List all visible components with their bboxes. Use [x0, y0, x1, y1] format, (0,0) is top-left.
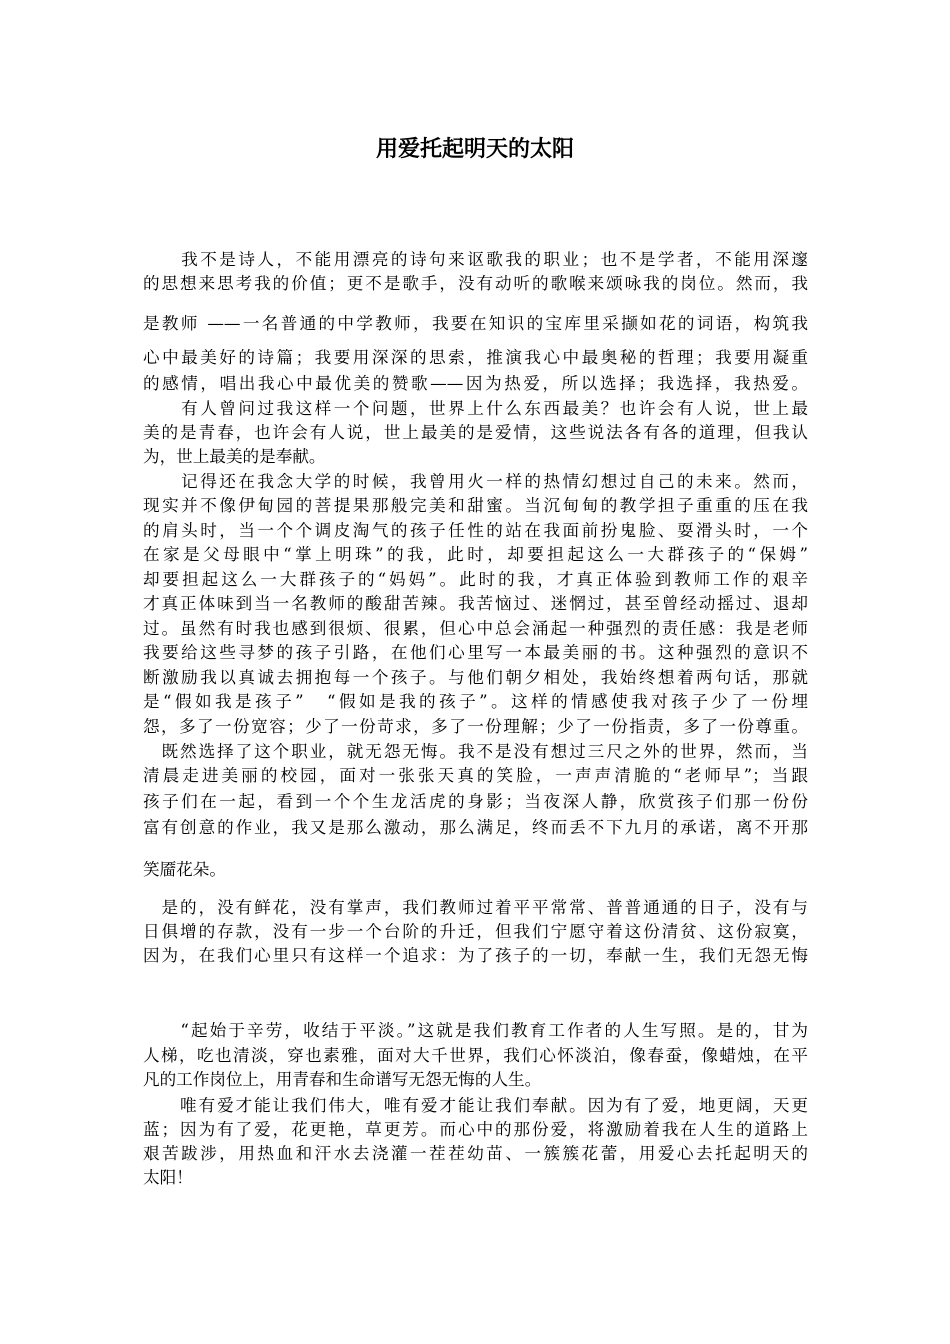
- text-line: 日俱增的存款，没有一步一个台阶的升迁，但我们宁愿守着这份清贫、这份寂寞，: [143, 922, 808, 941]
- text-line: 我要给这些寻梦的孩子引路，在他们心里写一本最美丽的书。这种强烈的意识不: [143, 643, 808, 662]
- text-line: 蓝；因为有了爱，花更艳，草更芳。而心中的那份爱，将激励着我在人生的道路上: [143, 1120, 808, 1139]
- text-line: 断激励我以真诚去拥抱每一个孩子。与他们朝夕相处，我始终想着两句话，那就: [143, 668, 808, 687]
- text-line: 太阳！: [143, 1168, 193, 1187]
- text-line: 却要担起这么一大群孩子的“妈妈”。此时的我，才真正体验到教师工作的艰辛: [143, 570, 808, 589]
- text-line: 记得还在我念大学的时候，我曾用火一样的热情幻想过自己的未来。然而，: [143, 472, 808, 491]
- text-line: 现实并不像伊甸园的菩提果那般完美和甜蜜。当沉甸甸的教学担子重重的压在我: [143, 496, 808, 515]
- text-line: 怨，多了一份宽容；少了一份苛求，多了一份理解；少了一份指责，多了一份尊重。: [143, 717, 808, 736]
- text-line: 孩子们在一起，看到一个个生龙活虎的身影；当夜深人静，欣赏孩子们那一份份: [143, 792, 808, 811]
- text-line: 我不是诗人，不能用漂亮的诗句来讴歌我的职业；也不是学者，不能用深邃: [143, 250, 808, 269]
- document-title: 用爱托起明天的太阳: [375, 137, 574, 162]
- text-line: 心中最美好的诗篇；我要用深深的思索，推演我心中最奥秘的哲理；我要用凝重: [143, 348, 808, 367]
- text-line: 唯有爱才能让我们伟大，唯有爱才能让我们奉献。因为有了爱，地更阔，天更: [143, 1096, 808, 1115]
- text-line: 富有创意的作业，我又是那么激动，那么满足，终而丢不下九月的承诺，离不开那: [143, 818, 808, 837]
- text-line: 为，世上最美的是奉献。: [143, 447, 326, 466]
- text-line: 有人曾问过我这样一个问题，世界上什么东西最美？也许会有人说，世上最: [143, 399, 808, 418]
- text-line: 清晨走进美丽的校园，面对一张张天真的笑脸，一声声清脆的“老师早”；当跟: [143, 766, 808, 785]
- text-line: 笑靥花朵。: [143, 860, 226, 879]
- text-line: 的肩头时，当一个个调皮淘气的孩子任性的站在我面前扮鬼脸、耍滑头时，一个: [143, 521, 808, 540]
- text-line: 才真正体味到当一名教师的酸甜苦辣。我苦恼过、迷惘过，甚至曾经动摇过、退却: [143, 594, 808, 613]
- text-line: “起始于辛劳，收结于平淡。”这就是我们教育工作者的人生写照。是的，甘为: [143, 1021, 808, 1040]
- text-line: 因为，在我们心里只有这样一个追求：为了孩子的一切，奉献一生，我们无怨无悔: [143, 946, 808, 965]
- text-line: 凡的工作岗位上，用青春和生命谱写无怨无悔的人生。: [143, 1070, 542, 1089]
- text-line: 既然选择了这个职业，就无怨无悔。我不是没有想过三尺之外的世界，然而，当: [143, 742, 808, 761]
- text-line: 是“假如我是孩子” “假如是我的孩子”。这样的情感使我对孩子少了一份埋: [143, 692, 808, 711]
- text-line: 的思想来思考我的价值；更不是歌手，没有动听的歌喉来颂咏我的岗位。然而，我: [143, 274, 808, 293]
- text-line: 是教师 ——一名普通的中学教师，我要在知识的宝库里采撷如花的词语，构筑我: [143, 314, 808, 333]
- text-line: 的感情，唱出我心中最优美的赞歌——因为热爱，所以选择；我选择，我热爱。: [143, 374, 808, 393]
- text-line: 是的，没有鲜花，没有掌声，我们教师过着平平常常、普普通通的日子，没有与: [143, 898, 808, 917]
- text-line: 过。虽然有时我也感到很烦、很累，但心中总会涌起一种强烈的责任感：我是老师: [143, 619, 808, 638]
- text-line: 美的是青春，也许会有人说，世上最美的是爱情，这些说法各有各的道理，但我认: [143, 423, 808, 442]
- text-line: 在家是父母眼中“掌上明珠”的我，此时，却要担起这么一大群孩子的“保姆”: [143, 545, 808, 564]
- text-line: 人梯，吃也清淡，穿也素雅，面对大千世界，我们心怀淡泊，像春蚕，像蜡烛，在平: [143, 1046, 808, 1065]
- text-line: 艰苦跋涉，用热血和汗水去浇灌一茬茬幼苗、一簇簇花蕾，用爱心去托起明天的: [143, 1144, 808, 1163]
